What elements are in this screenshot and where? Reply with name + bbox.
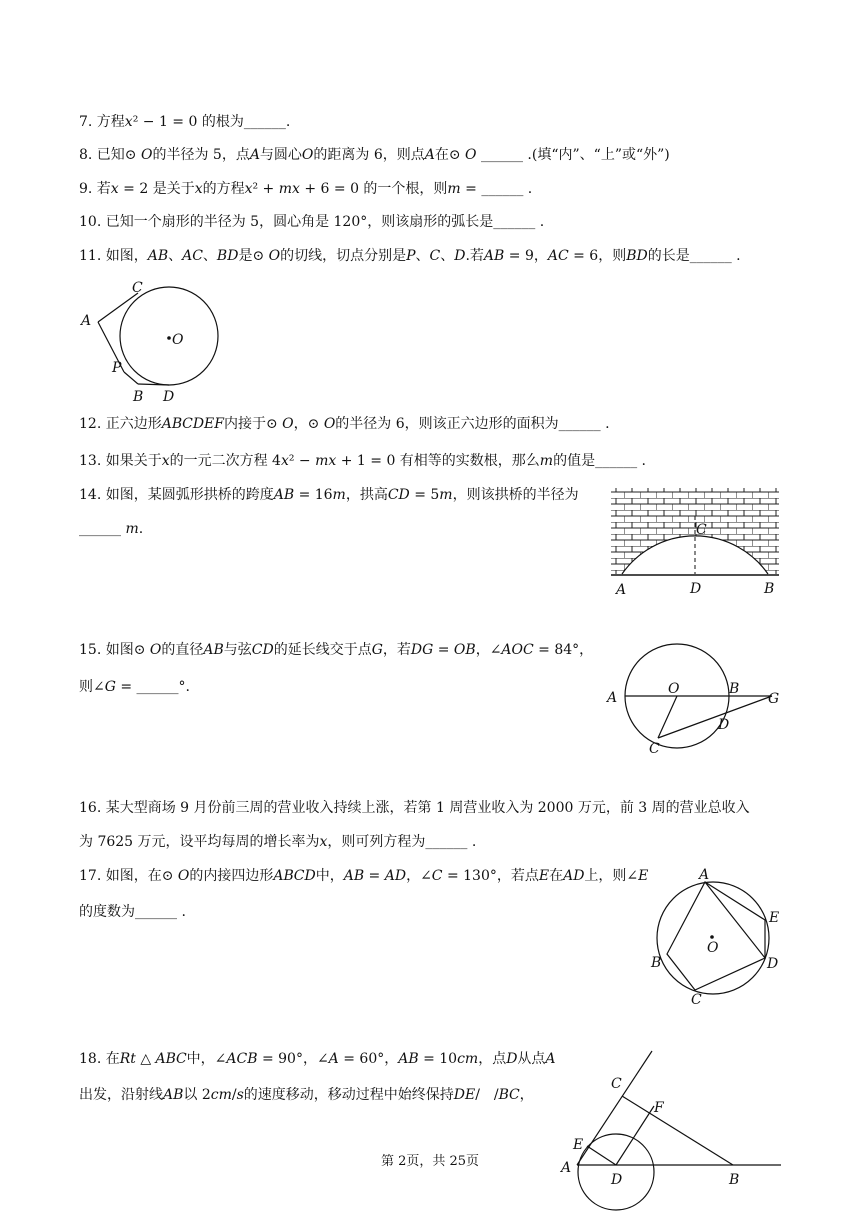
label-D: D [690, 581, 702, 597]
question-17-line1: 17. 如图，在⊙ 𝑂的内接四边形𝐴𝐵𝐶𝐷中，𝐴𝐵 = 𝐴𝐷，∠𝐶 = 130°，若点𝐸在𝐴𝐷上，则∠𝐸 [79, 868, 649, 884]
label-C: C [691, 992, 702, 1006]
label-A: A [607, 690, 618, 706]
label-C: C [696, 522, 707, 538]
label-B: B [729, 1172, 740, 1188]
label-D: D [718, 717, 730, 733]
question-12: 12. 正六边形𝐴𝐵𝐶𝐷𝐸𝐹内接于⊙ 𝑂，⊙ 𝑂的半径为 6，则该正六边形的面积为______ . [79, 416, 610, 432]
question-10: 10. 已知一个扇形的半径为 5，圆心角是 120°，则该扇形的弧长是______ . [79, 214, 545, 230]
label-O: O [668, 681, 680, 697]
label-A: A [699, 867, 710, 883]
question-16-line2: 为 7625 万元，设平均每周的增长率为𝑥，则可列方程为______ . [79, 834, 477, 850]
label-O: O [707, 940, 719, 956]
label-D: D [767, 956, 779, 972]
label-O: O [172, 332, 184, 348]
label-A: A [561, 1160, 572, 1176]
label-B: B [729, 681, 740, 697]
question-15-line2: 则∠𝐺 = ______°. [79, 679, 190, 695]
question-14-line2: ______ 𝑚. [79, 521, 144, 537]
figure-14 [608, 486, 783, 605]
label-B: B [651, 955, 662, 971]
question-9: 9. 若𝑥 = 2 是关于𝑥的方程𝑥² + 𝑚𝑥 + 6 = 0 的一个根，则𝑚 = ______ . [79, 181, 533, 197]
label-B: B [133, 389, 144, 403]
label-C: C [649, 741, 660, 757]
question-15-line1: 15. 如图⊙ 𝑂的直径𝐴𝐵与弦𝐶𝐷的延长线交于点𝐺，若𝐷𝐺 = 𝑂𝐵，∠𝐴𝑂𝐶 = 84°， [79, 642, 594, 658]
label-C: C [611, 1076, 622, 1092]
question-11: 11. 如图，𝐴𝐵、𝐴𝐶、𝐵𝐷是⊙ 𝑂的切线，切点分别是𝑃、𝐶、𝐷.若𝐴𝐵 = 9，𝐴𝐶 = 6，则𝐵𝐷的长是______ . [79, 248, 741, 264]
label-C: C [132, 280, 143, 296]
label-E: E [573, 1137, 584, 1153]
label-A: A [616, 582, 627, 598]
question-14-line1: 14. 如图，某圆弧形拱桥的跨度𝐴𝐵 = 16𝑚，拱高𝐶𝐷 = 5𝑚，则该拱桥的半径为 [79, 487, 579, 503]
label-D: D [163, 389, 175, 403]
label-A: A [81, 313, 92, 329]
label-F: F [654, 1100, 664, 1116]
question-13: 13. 如果关于𝑥的一元二次方程 4𝑥² − 𝑚𝑥 + 1 = 0 有相等的实数根，那么𝑚的值是______ . [79, 453, 646, 469]
label-E: E [769, 910, 780, 926]
question-18-line1: 18. 在𝑅𝑡 △ 𝐴𝐵𝐶中，∠𝐴𝐶𝐵 = 90°，∠𝐴 = 60°，𝐴𝐵 = 10𝑐𝑚，点𝐷从点𝐴 [79, 1051, 556, 1067]
figure-17 [645, 866, 785, 1010]
question-8: 8. 已知⊙ 𝑂的半径为 5，点𝐴与圆心𝑂的距离为 6，则点𝐴在⊙ 𝑂 ______ .(填“内”、“上”或“外”) [79, 147, 670, 163]
figure-11 [78, 278, 228, 407]
label-P: P [112, 360, 122, 376]
question-17-line2: 的度数为______ . [79, 904, 186, 920]
question-18-line2: 出发，沿射线𝐴𝐵以 2𝑐𝑚/𝑠的速度移动，移动过程中始终保持𝐷𝐸/ /𝐵𝐶， [79, 1087, 534, 1103]
question-16-line1: 16. 某大型商场 9 月份前三周的营业收入持续上涨，若第 1 周营业收入为 2000 万元，前 3 周的营业总收入 [79, 800, 750, 816]
page-footer: 第 2页，共 25页 [380, 1154, 480, 1169]
figure-18 [555, 1048, 785, 1218]
question-7: 7. 方程𝑥² − 1 = 0 的根为______. [79, 114, 291, 130]
figure-15 [600, 636, 790, 770]
label-B: B [764, 581, 775, 597]
label-G: G [768, 691, 780, 707]
label-D: D [611, 1172, 623, 1188]
